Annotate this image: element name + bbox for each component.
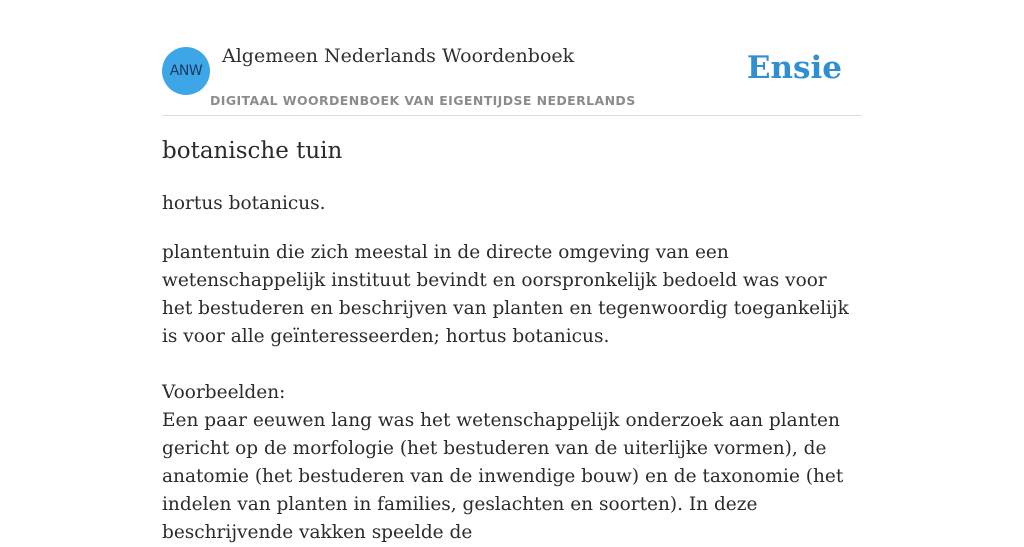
site-title[interactable]: Algemeen Nederlands Woordenboek	[222, 45, 575, 67]
page-container	[162, 0, 862, 543]
entry-headword: botanische tuin	[162, 138, 343, 164]
paragraph-spacer	[162, 351, 862, 379]
site-header	[162, 0, 862, 116]
entry-body	[162, 239, 862, 547]
anw-logo[interactable]: ANW	[162, 47, 210, 95]
definition-text: plantentuin die zich meestal in de directe omgeving van een wetenschappelijk instituut bevindt en oorspronkelijk bedoeld was voor het bestuderen en beschrijven van planten en tegenwoordig toegankelijk is voor alle geïnteresseerden; hortus botanicus.	[162, 242, 849, 347]
example-text: Een paar eeuwen lang was het wetenschappelijk onderzoek aan planten gericht op de morfologie (het bestuderen van de uiterlijke vormen), de anatomie (het bestuderen van de inwendige bouw) en de taxonomie (het indelen van planten in families, geslachten en soorten). In deze beschrijvende vakken speelde de	[162, 410, 844, 543]
ensie-brand-link[interactable]: Ensie	[746, 50, 842, 86]
examples-label: Voorbeelden:	[162, 382, 286, 403]
short-definition: hortus botanicus.	[162, 193, 326, 214]
site-subtitle: DIGITAAL WOORDENBOEK VAN EIGENTIJDSE NEDERLANDS	[210, 93, 636, 108]
